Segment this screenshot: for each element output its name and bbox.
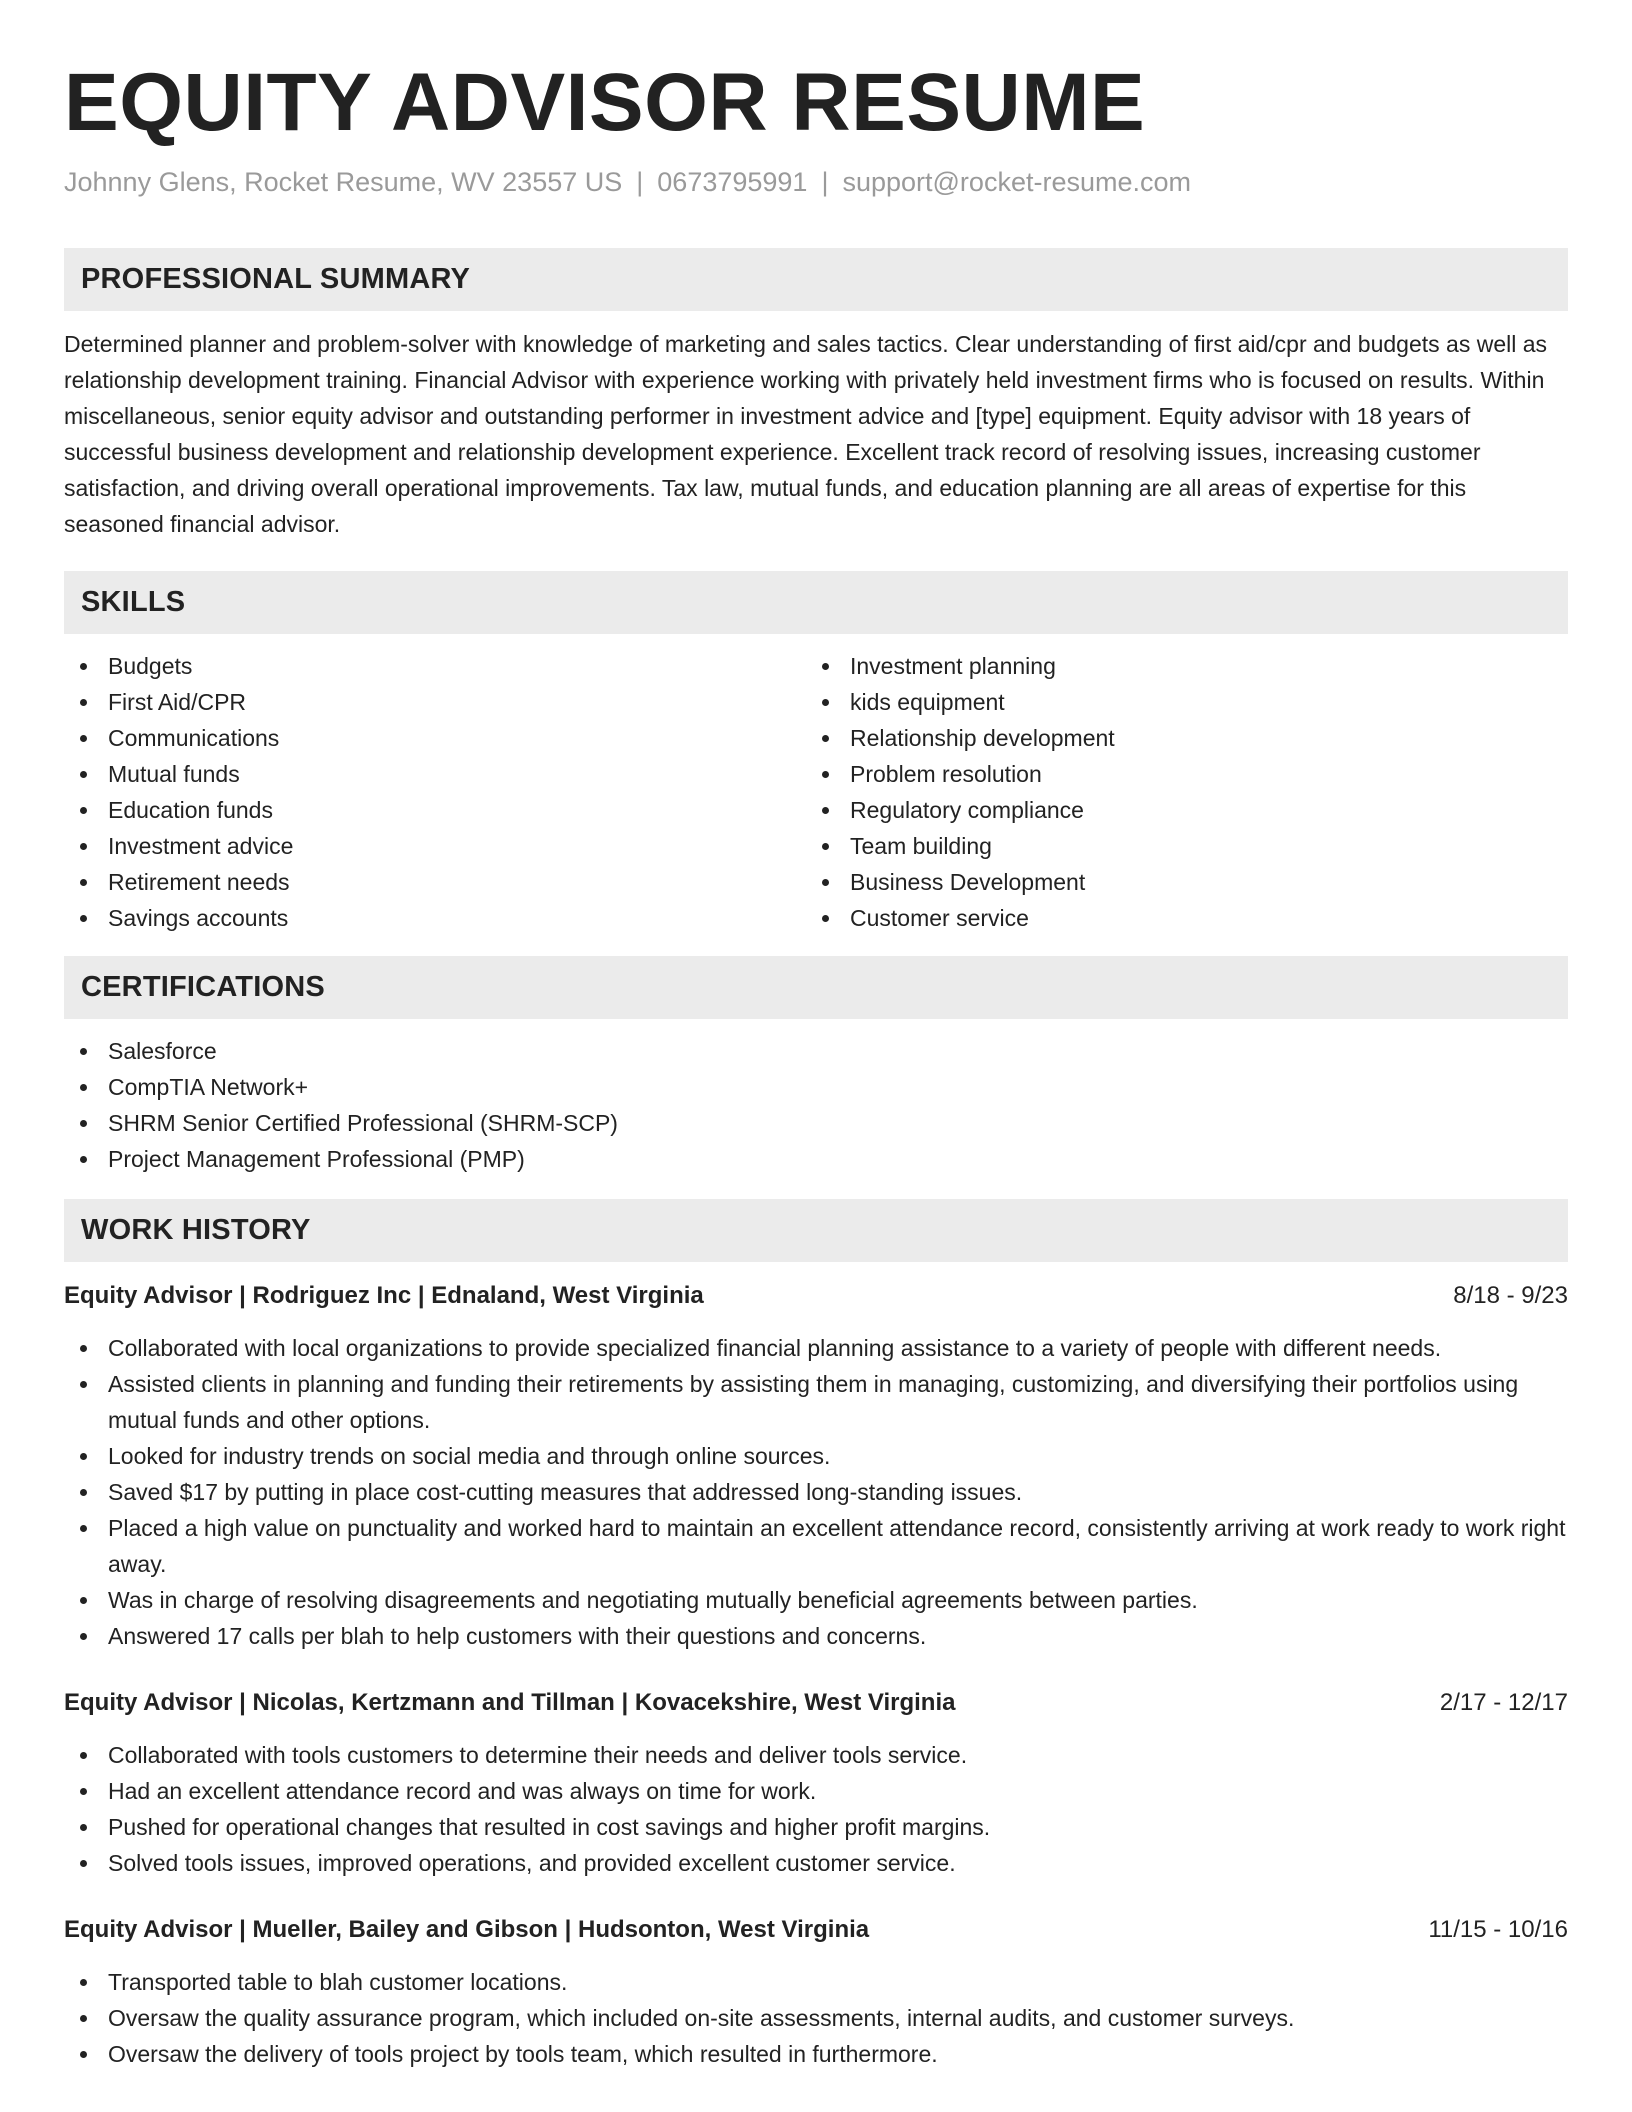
resume-title: EQUITY ADVISOR RESUME (64, 57, 1146, 148)
contact-separator: | (821, 167, 829, 197)
list-item: Budgets (64, 648, 806, 684)
list-item: Investment advice (64, 828, 806, 864)
job-bullets (64, 1964, 1568, 2072)
work-history-section (64, 1199, 1568, 2072)
contact-address: Johnny Glens, Rocket Resume, WV 23557 US (64, 167, 623, 197)
job-header (64, 1685, 1568, 1721)
list-item: Answered 17 calls per blah to help customers with their questions and concerns. (64, 1618, 1568, 1654)
list-item: Regulatory compliance (806, 792, 1548, 828)
job-dates: 11/15 - 10/16 (1428, 1916, 1568, 1944)
job-entry (64, 1912, 1568, 2072)
list-item: SHRM Senior Certified Professional (SHRM-SCP) (64, 1105, 1568, 1141)
contact-phone: 0673795991 (657, 167, 808, 197)
list-item: Had an excellent attendance record and was always on time for work. (64, 1773, 1568, 1809)
work-history-heading: WORK HISTORY (64, 1199, 1568, 1262)
contact-email: support@rocket-resume.com (842, 167, 1191, 197)
list-item: Mutual funds (64, 756, 806, 792)
job-dates: 2/17 - 12/17 (1439, 1689, 1568, 1717)
list-item: Salesforce (64, 1033, 1568, 1069)
summary-section (64, 248, 1568, 542)
summary-heading: PROFESSIONAL SUMMARY (64, 248, 1568, 311)
resume-page (64, 0, 1568, 2072)
list-item: Education funds (64, 792, 806, 828)
skills-columns (64, 648, 1568, 936)
list-item: Pushed for operational changes that resulted in cost savings and higher profit margins. (64, 1809, 1568, 1845)
contact-line (64, 166, 1568, 198)
list-item: Transported table to blah customer locations. (64, 1964, 1568, 2000)
list-item: Business Development (806, 864, 1548, 900)
list-item: kids equipment (806, 684, 1548, 720)
skills-section (64, 571, 1568, 936)
skills-list-left (64, 648, 806, 936)
job-title: Equity Advisor | Rodriguez Inc | Ednaland, West Virginia (64, 1282, 704, 1310)
list-item: Placed a high value on punctuality and worked hard to maintain an excellent attendance record, consistently arriving at work ready to work right away. (64, 1510, 1568, 1582)
skills-heading: SKILLS (64, 571, 1568, 634)
list-item: Saved $17 by putting in place cost-cutting measures that addressed long-standing issues. (64, 1474, 1568, 1510)
contact-separator: | (636, 167, 644, 197)
certifications-heading: CERTIFICATIONS (64, 956, 1568, 1019)
list-item: Customer service (806, 900, 1548, 936)
list-item: CompTIA Network+ (64, 1069, 1568, 1105)
list-item: Oversaw the delivery of tools project by tools team, which resulted in furthermore. (64, 2036, 1568, 2072)
summary-text: Determined planner and problem-solver with knowledge of marketing and sales tactics. Clear understanding of first aid/cpr and budgets as well as relationship development training. Financial Advisor with experience working with privately held investment firms who is focused on results. Within miscellaneous, senior equity advisor and outstanding performer in investment advice and [type] equipment. Equity advisor with 18 years of successful business development and relationship development experience. Excellent track record of resolving issues, increasing customer satisfaction, and driving overall operational improvements. Tax law, mutual funds, and education planning are all areas of expertise for this seasoned financial advisor. (64, 331, 1548, 538)
list-item: Team building (806, 828, 1548, 864)
skills-list-right (806, 648, 1548, 936)
job-entry (64, 1685, 1568, 1881)
list-item: Looked for industry trends on social media and through online sources. (64, 1438, 1568, 1474)
list-item: Assisted clients in planning and funding their retirements by assisting them in managing, customizing, and diversifying their portfolios using mutual funds and other options. (64, 1366, 1568, 1438)
list-item: Savings accounts (64, 900, 806, 936)
list-item: Problem resolution (806, 756, 1548, 792)
list-item: Oversaw the quality assurance program, which included on-site assessments, internal audits, and customer surveys. (64, 2000, 1568, 2036)
job-entry (64, 1278, 1568, 1654)
job-header (64, 1278, 1568, 1314)
list-item: Collaborated with local organizations to provide specialized financial planning assistance to a variety of people with different needs. (64, 1330, 1568, 1366)
list-item: Solved tools issues, improved operations, and provided excellent customer service. (64, 1845, 1568, 1881)
list-item: Was in charge of resolving disagreements and negotiating mutually beneficial agreements between parties. (64, 1582, 1568, 1618)
list-item: Project Management Professional (PMP) (64, 1141, 1568, 1177)
job-header (64, 1912, 1568, 1948)
list-item: Retirement needs (64, 864, 806, 900)
list-item: First Aid/CPR (64, 684, 806, 720)
job-bullets (64, 1330, 1568, 1654)
job-title: Equity Advisor | Mueller, Bailey and Gibson | Hudsonton, West Virginia (64, 1916, 870, 1944)
job-bullets (64, 1737, 1568, 1881)
jobs-container (64, 1278, 1568, 2072)
certifications-list (64, 1033, 1568, 1177)
list-item: Communications (64, 720, 806, 756)
list-item: Investment planning (806, 648, 1548, 684)
job-dates: 8/18 - 9/23 (1453, 1282, 1568, 1310)
job-title: Equity Advisor | Nicolas, Kertzmann and Tillman | Kovacekshire, West Virginia (64, 1689, 956, 1717)
list-item: Collaborated with tools customers to determine their needs and deliver tools service. (64, 1737, 1568, 1773)
certifications-section (64, 956, 1568, 1177)
list-item: Relationship development (806, 720, 1548, 756)
